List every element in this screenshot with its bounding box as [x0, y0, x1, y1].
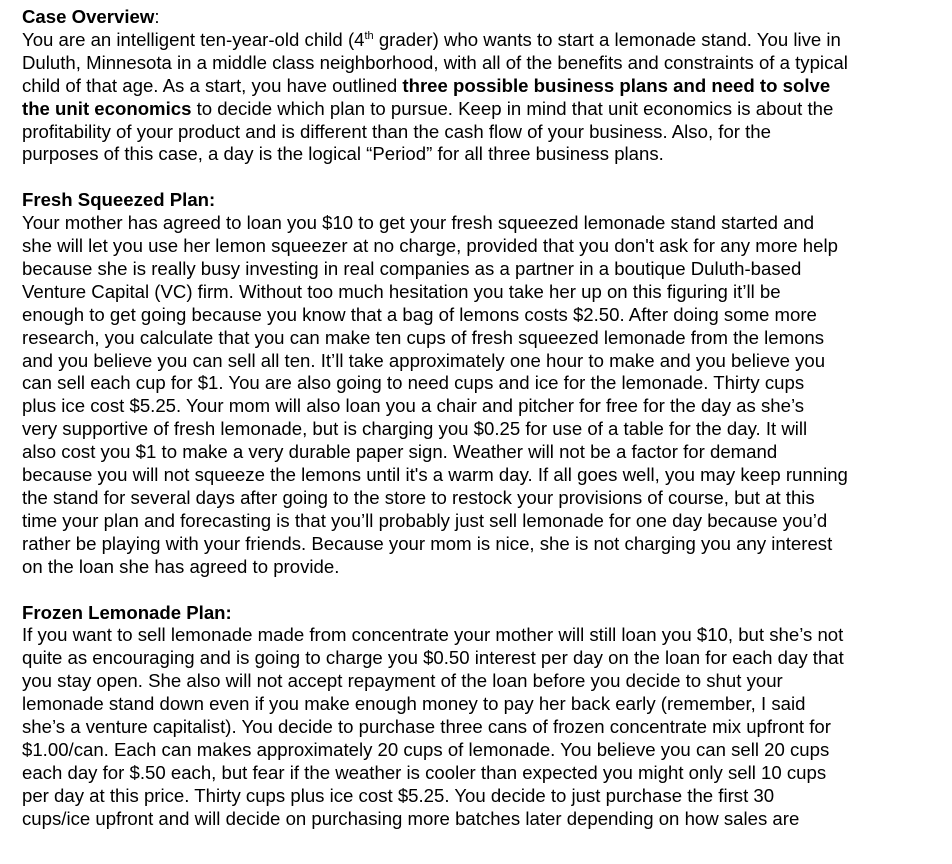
- text-line: You are an intelligent ten-year-old child (4th grader) who wants to start a lemonade stand. You live in: [22, 28, 841, 50]
- text-line: very supportive of fresh lemonade, but is charging you $0.25 for use of a table for the day. It will: [22, 418, 808, 440]
- text-line: she will let you use her lemon squeezer at no charge, provided that you don't ask for any more help: [22, 235, 838, 257]
- fresh-squeezed-heading: Fresh Squeezed Plan:: [22, 189, 216, 211]
- text-line: Duluth, Minnesota in a middle class neighborhood, with all of the benefits and constraints of a typical: [22, 51, 848, 73]
- case-overview-heading: Case Overview:: [22, 6, 160, 27]
- text-line: because you will not squeeze the lemons until it's a warm day. If all goes well, you may keep running: [22, 464, 848, 486]
- text-line: If you want to sell lemonade made from concentrate your mother will still loan you $10, but she’s not: [22, 624, 844, 646]
- text-line: the unit economics to decide which plan to pursue. Keep in mind that unit economics is about the: [22, 97, 834, 119]
- case-overview-section: [22, 6, 924, 166]
- fresh-squeezed-paragraph: [22, 212, 924, 579]
- text-line: rather be playing with your friends. Because your mom is nice, she is not charging you any interest: [22, 532, 833, 554]
- text-line: time your plan and forecasting is that you’ll probably just sell lemonade for one day because you’d: [22, 509, 828, 531]
- text-line: child of that age. As a start, you have outlined three possible business plans and need to solve: [22, 74, 831, 96]
- text-line: you stay open. She also will not accept repayment of the loan before you decide to shut your: [22, 670, 783, 692]
- text-line: she’s a venture capitalist). You decide to purchase three cans of frozen concentrate mix upfront for: [22, 716, 831, 738]
- text-line: profitability of your product and is different than the cash flow of your business. Also, for the: [22, 120, 771, 142]
- frozen-lemonade-heading: Frozen Lemonade Plan:: [22, 601, 232, 623]
- text-line: lemonade stand down even if you make enough money to pay her back early (remember, I said: [22, 693, 806, 715]
- text-line: $1.00/can. Each can makes approximately 20 cups of lemonade. You believe you can sell 20 cups: [22, 738, 830, 760]
- text-line: Venture Capital (VC) firm. Without too much hesitation you take her up on this figuring it’ll be: [22, 280, 781, 302]
- frozen-lemonade-paragraph: [22, 624, 924, 830]
- text-line: quite as encouraging and is going to charge you $0.50 interest per day on the loan for each day that: [22, 647, 844, 669]
- text-line: per day at this price. Thirty cups plus ice cost $5.25. You decide to just purchase the first 30: [22, 784, 775, 806]
- text-line: each day for $.50 each, but fear if the weather is cooler than expected you might only sell 10 cups: [22, 761, 827, 783]
- text-line: cups/ice upfront and will decide on purchasing more batches later depending on how sales are: [22, 807, 800, 829]
- text-line: can sell each cup for $1. You are also going to need cups and ice for the lemonade. Thirty cups: [22, 372, 805, 394]
- text-line: purposes of this case, a day is the logical “Period” for all three business plans.: [22, 143, 664, 165]
- text-line: because she is really busy investing in real companies as a partner in a boutique Duluth-based: [22, 257, 802, 279]
- text-line: also cost you $1 to make a very durable paper sign. Weather will not be a factor for demand: [22, 441, 778, 463]
- text-line: the stand for several days after going to the store to restock your provisions of course, but at this: [22, 487, 815, 509]
- case-overview-paragraph: [22, 29, 924, 166]
- text-line: research, you calculate that you can make ten cups of fresh squeezed lemonade from the lemons: [22, 326, 825, 348]
- text-line: and you believe you can sell all ten. It’ll take approximately one hour to make and you believe you: [22, 349, 826, 371]
- text-line: on the loan she has agreed to provide.: [22, 555, 340, 577]
- frozen-lemonade-section: [22, 602, 924, 831]
- text-line: Your mother has agreed to loan you $10 to get your fresh squeezed lemonade stand started and: [22, 212, 815, 234]
- fresh-squeezed-section: [22, 189, 924, 578]
- text-line: plus ice cost $5.25. Your mom will also loan you a chair and pitcher for free for the day as she’s: [22, 395, 805, 417]
- text-line: enough to get going because you know that a bag of lemons costs $2.50. After doing some more: [22, 303, 817, 325]
